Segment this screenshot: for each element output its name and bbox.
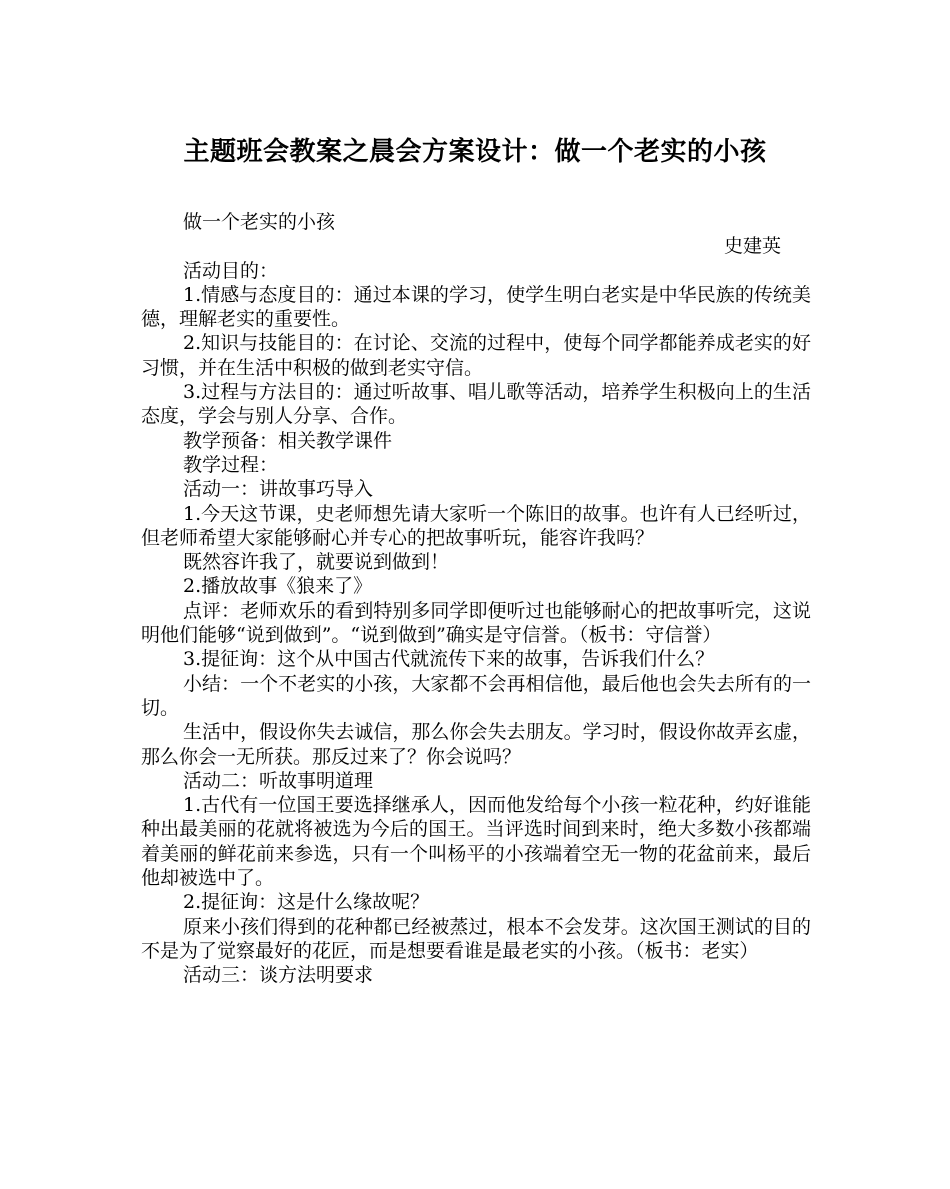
activity-heading: 活动二：听故事明道理 (183, 769, 374, 792)
activity-heading: 活动三：谈方法明要求 (183, 964, 374, 987)
lesson-subtitle: 做一个老实的小孩 (183, 211, 336, 233)
document-title: 主题班会教案之晨会方案设计：做一个老实的小孩 (183, 137, 767, 167)
paragraph: 1.今天这节课，史老师想先请大家听一个陈旧的故事。也许有人已经听过，但老师希望大家能够耐心并专心的把故事听玩，能容许我吗？ (141, 502, 811, 549)
paragraph: 1.情感与态度目的：通过本课的学习，使学生明白老实是中华民族的传统美德，理解老实的重要性。 (141, 283, 811, 331)
paragraph: 生活中，假设你失去诚信，那么你会失去朋友。学习时，假设你故弄玄虚，那么你会一无所获。那反过来了？你会说吗？ (141, 721, 811, 768)
section-heading: 活动目的： (183, 259, 279, 282)
section-heading: 教学过程： (183, 453, 279, 476)
paragraph: 小结：一个不老实的小孩，大家都不会再相信他，最后他也会失去所有的一切。 (141, 672, 811, 719)
activity-heading: 活动一：讲故事巧导入 (183, 478, 374, 501)
paragraph: 既然容许我了，就要说到做到！ (183, 551, 450, 574)
paragraph: 3.提征询：这个从中国古代就流传下来的故事，告诉我们什么？ (183, 648, 715, 671)
paragraph: 2.知识与技能目的：在讨论、交流的过程中，使每个同学都能养成老实的好习惯，并在生活中积极的做到老实守信。 (141, 332, 811, 379)
author-name: 史建英 (723, 235, 781, 258)
paragraph: 点评：老师欢乐的看到特别多同学即便听过也能够耐心的把故事听完，这说明他们能够“说到做到”。“说到做到”确实是守信誉。（板书：守信誉） (141, 599, 811, 647)
paragraph: 2.提征询：这是什么缘故呢？ (183, 891, 430, 914)
paragraph: 1.古代有一位国王要选择继承人，因而他发给每个小孩一粒花种，约好谁能种出最美丽的花就将被选为今后的国王。当评选时间到来时，绝大多数小孩都端着美丽的鲜花前来参选，只有一个叫杨平的小孩端着空无一物的花盆前来，最后他却被选中了。 (141, 794, 811, 890)
section-heading: 教学预备：相关教学课件 (183, 429, 393, 452)
document-body (141, 210, 811, 988)
paragraph: 2.播放故事《狼来了》 (183, 575, 373, 598)
paragraph: 原来小孩们得到的花种都已经被蒸过，根本不会发芽。这次国王测试的目的不是为了觉察最好的花匠，而是想要看谁是最老实的小孩。（板书：老实） (141, 915, 811, 962)
paragraph: 3.过程与方法目的：通过听故事、唱儿歌等活动，培养学生积极向上的生活态度，学会与别人分享、合作。 (141, 381, 811, 428)
